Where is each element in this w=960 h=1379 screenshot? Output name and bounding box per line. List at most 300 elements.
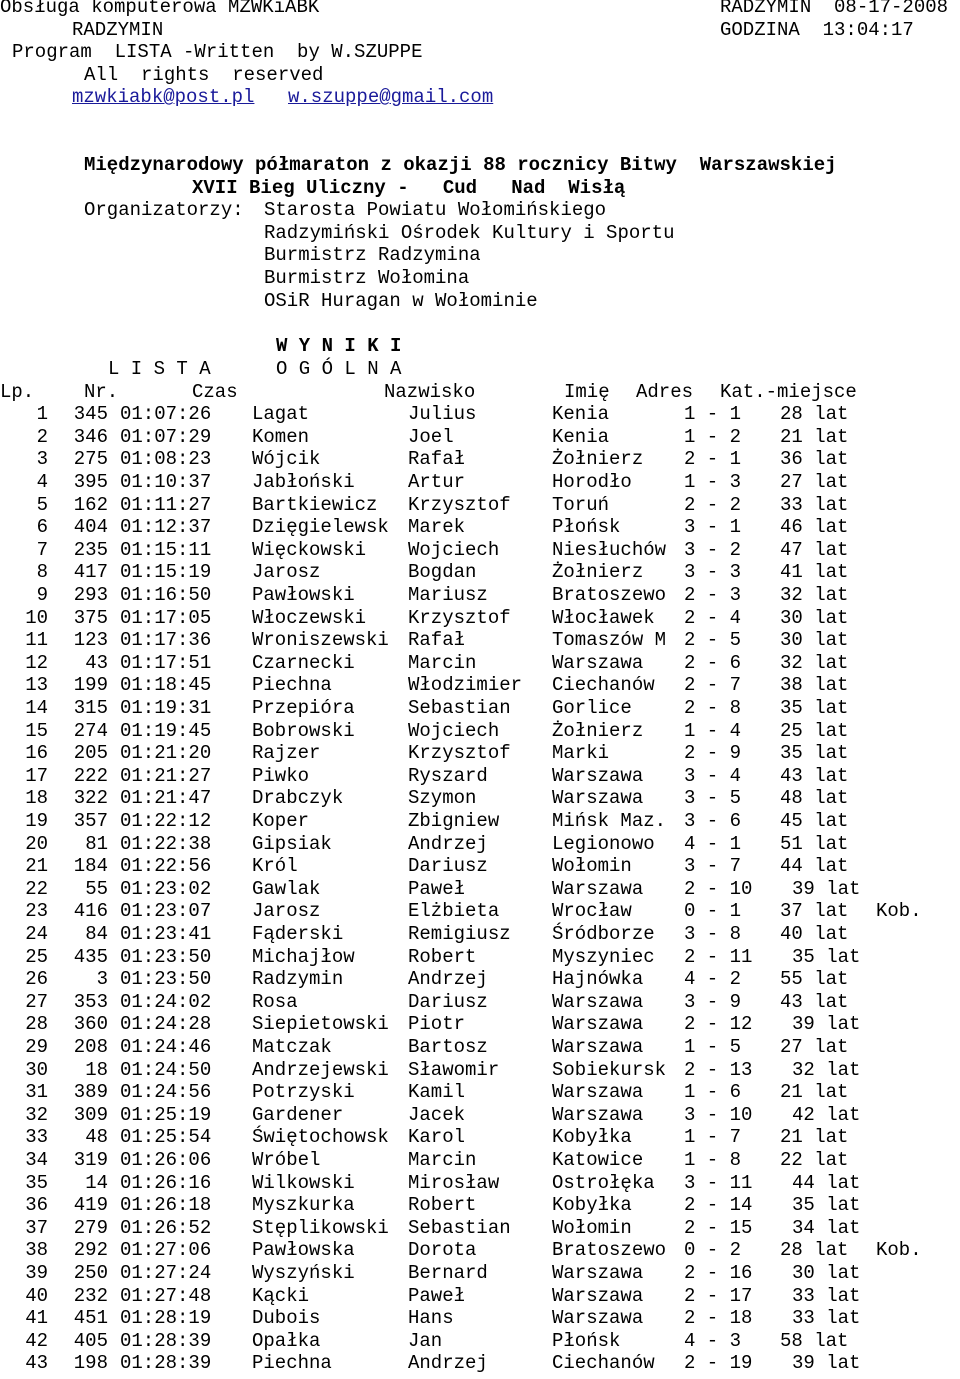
column-header-adres: Adres	[636, 380, 694, 403]
cell-nazwisko: Rajzer	[252, 742, 321, 765]
cell-imie: Robert	[408, 945, 477, 968]
cell-lp: 41	[25, 1307, 48, 1330]
cell-nr: 18	[85, 1058, 108, 1081]
cell-miasto: Włocławek	[552, 606, 655, 629]
cell-czas: 01:24:02	[120, 990, 212, 1013]
cell-imie: Szymon	[408, 787, 477, 810]
cell-kat-miejsce: 1 - 4	[684, 719, 742, 742]
cell-nazwisko: Lagat	[252, 403, 310, 426]
cell-wiek: 35 lat	[792, 945, 861, 968]
cell-kat-miejsce: 2 - 19	[684, 1352, 753, 1375]
table-row	[0, 1217, 960, 1240]
organizer-item: OSiR Huragan w Wołominie	[264, 289, 538, 312]
cell-nazwisko: Koper	[252, 809, 310, 832]
cell-imie: Jacek	[408, 1103, 466, 1126]
cell-kat-miejsce: 2 - 8	[684, 696, 742, 719]
cell-imie: Sebastian	[408, 1216, 511, 1239]
cell-nazwisko: Czarnecki	[252, 651, 355, 674]
cell-nr: 395	[73, 470, 108, 493]
cell-miasto: Legionowo	[552, 832, 655, 855]
cell-imie: Dorota	[408, 1239, 477, 1262]
header-rights: All rights reserved	[84, 63, 324, 86]
cell-lp: 38	[25, 1239, 48, 1262]
cell-lp: 25	[25, 945, 48, 968]
cell-czas: 01:15:11	[120, 538, 212, 561]
table-row	[0, 629, 960, 652]
table-row	[0, 1352, 960, 1375]
email-link-mzwkiabk[interactable]: mzwkiabk@post.pl	[72, 86, 255, 109]
cell-wiek: 38 lat	[780, 674, 849, 697]
cell-imie: Krzysztof	[408, 742, 511, 765]
cell-miasto: Warszawa	[552, 1081, 644, 1104]
cell-miasto: Wołomin	[552, 855, 632, 878]
cell-wiek: 35 lat	[780, 696, 849, 719]
cell-lp: 29	[25, 1035, 48, 1058]
cell-lp: 21	[25, 855, 48, 878]
cell-lp: 30	[25, 1058, 48, 1081]
cell-wiek: 32 lat	[780, 651, 849, 674]
cell-wiek: 28 lat	[780, 1239, 849, 1262]
cell-czas: 01:27:48	[120, 1284, 212, 1307]
cell-wiek: 44 lat	[792, 1171, 861, 1194]
cell-nazwisko: Gipsiak	[252, 832, 332, 855]
cell-czas: 01:28:39	[120, 1352, 212, 1375]
cell-czas: 01:28:19	[120, 1307, 212, 1330]
cell-nazwisko: Wroniszewski	[252, 629, 389, 652]
cell-imie: Joel	[408, 425, 454, 448]
cell-wiek: 35 lat	[780, 742, 849, 765]
cell-kat-miejsce: 1 - 2	[684, 425, 742, 448]
table-row	[0, 471, 960, 494]
cell-imie: Sebastian	[408, 696, 511, 719]
table-row	[0, 1081, 960, 1104]
cell-lp: 35	[25, 1171, 48, 1194]
cell-miasto: Kenia	[552, 425, 610, 448]
header-org: Obsługa komputerowa MZWKiABK	[0, 0, 320, 18]
cell-imie: Dariusz	[408, 855, 488, 878]
cell-czas: 01:23:07	[120, 900, 212, 923]
cell-nazwisko: Potrzyski	[252, 1081, 355, 1104]
cell-kat-miejsce: 2 - 18	[684, 1307, 753, 1330]
cell-nazwisko: Gawlak	[252, 877, 321, 900]
cell-imie: Artur	[408, 470, 466, 493]
cell-lp: 40	[25, 1284, 48, 1307]
cell-miasto: Hajnówka	[552, 968, 644, 991]
header-time: GODZINA 13:04:17	[720, 18, 914, 41]
cell-wiek: 33 lat	[792, 1284, 861, 1307]
table-row	[0, 539, 960, 562]
cell-kat-miejsce: 4 - 3	[684, 1329, 742, 1352]
cell-imie: Sławomir	[408, 1058, 500, 1081]
cell-nr: 404	[73, 516, 108, 539]
cell-wiek: 44 lat	[780, 855, 849, 878]
cell-wiek: 40 lat	[780, 922, 849, 945]
cell-wiek: 28 lat	[780, 403, 849, 426]
cell-miasto: Warszawa	[552, 651, 644, 674]
cell-czas: 01:27:06	[120, 1239, 212, 1262]
results-list-label: L I S T A	[108, 357, 211, 380]
table-row	[0, 1036, 960, 1059]
table-row	[0, 584, 960, 607]
cell-imie: Hans	[408, 1307, 454, 1330]
cell-nr: 3	[96, 968, 108, 991]
cell-kat-miejsce: 2 - 11	[684, 945, 753, 968]
cell-nazwisko: Bobrowski	[252, 719, 355, 742]
cell-nr: 198	[73, 1352, 108, 1375]
table-row	[0, 742, 960, 765]
cell-czas: 01:12:37	[120, 516, 212, 539]
cell-nazwisko: Wróbel	[252, 1148, 321, 1171]
cell-czas: 01:26:16	[120, 1171, 212, 1194]
cell-lp: 5	[36, 493, 48, 516]
cell-czas: 01:10:37	[120, 470, 212, 493]
cell-wiek: 34 lat	[792, 1216, 861, 1239]
cell-kat-miejsce: 2 - 7	[684, 674, 742, 697]
cell-nazwisko: Myszkurka	[252, 1194, 355, 1217]
organizers-label: Organizatorzy:	[84, 199, 244, 222]
cell-nazwisko: Świętochowsk	[252, 1126, 389, 1149]
cell-kat-miejsce: 1 - 1	[684, 403, 742, 426]
cell-lp: 37	[25, 1216, 48, 1239]
cell-imie: Marek	[408, 516, 466, 539]
table-row	[0, 652, 960, 675]
cell-wiek: 30 lat	[792, 1261, 861, 1284]
cell-miasto: Warszawa	[552, 1103, 644, 1126]
cell-lp: 1	[36, 403, 48, 426]
cell-miasto: Marki	[552, 742, 610, 765]
cell-wiek: 33 lat	[792, 1307, 861, 1330]
cell-miasto: Myszyniec	[552, 945, 655, 968]
cell-czas: 01:17:05	[120, 606, 212, 629]
cell-czas: 01:26:18	[120, 1194, 212, 1217]
cell-wiek: 39 lat	[792, 1013, 861, 1036]
cell-nr: 55	[85, 877, 108, 900]
cell-czas: 01:08:23	[120, 448, 212, 471]
cell-kat-miejsce: 2 - 6	[684, 651, 742, 674]
cell-lp: 9	[36, 583, 48, 606]
cell-lp: 42	[25, 1329, 48, 1352]
cell-kat-miejsce: 1 - 5	[684, 1035, 742, 1058]
table-row	[0, 516, 960, 539]
cell-miasto: Warszawa	[552, 1284, 644, 1307]
cell-nr: 232	[73, 1284, 108, 1307]
cell-miasto: Śródborze	[552, 922, 655, 945]
cell-imie: Bernard	[408, 1261, 488, 1284]
cell-nr: 416	[73, 900, 108, 923]
cell-imie: Paweł	[408, 1284, 466, 1307]
cell-kat-miejsce: 0 - 2	[684, 1239, 742, 1262]
cell-czas: 01:23:02	[120, 877, 212, 900]
table-row	[0, 1059, 960, 1082]
table-row	[0, 1239, 960, 1262]
cell-uwagi: Kob.	[876, 900, 922, 923]
table-row	[0, 810, 960, 833]
cell-lp: 3	[36, 448, 48, 471]
cell-czas: 01:23:50	[120, 968, 212, 991]
cell-miasto: Ostrołęka	[552, 1171, 655, 1194]
cell-kat-miejsce: 2 - 17	[684, 1284, 753, 1307]
cell-czas: 01:23:41	[120, 922, 212, 945]
cell-nr: 14	[85, 1171, 108, 1194]
table-row	[0, 855, 960, 878]
cell-czas: 01:22:38	[120, 832, 212, 855]
cell-nazwisko: Więckowski	[252, 538, 367, 561]
results-table-header	[0, 381, 960, 404]
cell-nazwisko: Bartkiewicz	[252, 493, 378, 516]
table-row	[0, 1194, 960, 1217]
cell-wiek: 37 lat	[780, 900, 849, 923]
cell-imie: Piotr	[408, 1013, 466, 1036]
table-row	[0, 991, 960, 1014]
cell-kat-miejsce: 1 - 7	[684, 1126, 742, 1149]
column-header-imie: Imię	[564, 380, 610, 403]
cell-miasto: Katowice	[552, 1148, 644, 1171]
cell-nr: 315	[73, 696, 108, 719]
cell-czas: 01:16:50	[120, 583, 212, 606]
cell-kat-miejsce: 2 - 10	[684, 877, 753, 900]
cell-lp: 43	[25, 1352, 48, 1375]
cell-kat-miejsce: 2 - 15	[684, 1216, 753, 1239]
cell-imie: Julius	[408, 403, 477, 426]
cell-miasto: Kenia	[552, 403, 610, 426]
cell-wiek: 21 lat	[780, 425, 849, 448]
cell-nazwisko: Dubois	[252, 1307, 321, 1330]
table-row	[0, 674, 960, 697]
cell-miasto: Warszawa	[552, 877, 644, 900]
cell-miasto: Horodło	[552, 470, 632, 493]
cell-czas: 01:15:19	[120, 561, 212, 584]
cell-wiek: 55 lat	[780, 968, 849, 991]
cell-nr: 292	[73, 1239, 108, 1262]
cell-miasto: Kobyłka	[552, 1194, 632, 1217]
cell-czas: 01:24:46	[120, 1035, 212, 1058]
cell-nr: 81	[85, 832, 108, 855]
cell-czas: 01:25:54	[120, 1126, 212, 1149]
cell-wiek: 58 lat	[780, 1329, 849, 1352]
cell-nr: 208	[73, 1035, 108, 1058]
cell-nr: 199	[73, 674, 108, 697]
cell-wiek: 25 lat	[780, 719, 849, 742]
cell-imie: Mariusz	[408, 583, 488, 606]
cell-kat-miejsce: 2 - 16	[684, 1261, 753, 1284]
email-link-szuppe[interactable]: w.szuppe@gmail.com	[288, 86, 494, 109]
table-row	[0, 494, 960, 517]
cell-wiek: 41 lat	[780, 561, 849, 584]
cell-nr: 309	[73, 1103, 108, 1126]
cell-imie: Mirosław	[408, 1171, 500, 1194]
event-title: Międzynarodowy półmaraton z okazji 88 rocznicy Bitwy Warszawskiej	[84, 154, 837, 176]
cell-nazwisko: Michajłow	[252, 945, 355, 968]
cell-wiek: 46 lat	[780, 516, 849, 539]
cell-nr: 319	[73, 1148, 108, 1171]
cell-nr: 162	[73, 493, 108, 516]
cell-wiek: 21 lat	[780, 1081, 849, 1104]
cell-nazwisko: Radzymin	[252, 968, 344, 991]
table-row	[0, 765, 960, 788]
cell-imie: Kamil	[408, 1081, 466, 1104]
column-header-czas: Czas	[192, 380, 238, 403]
cell-wiek: 32 lat	[780, 583, 849, 606]
cell-imie: Rafał	[408, 629, 466, 652]
cell-miasto: Płońsk	[552, 1329, 621, 1352]
cell-kat-miejsce: 4 - 1	[684, 832, 742, 855]
cell-czas: 01:26:06	[120, 1148, 212, 1171]
column-header-lp: Lp.	[0, 380, 35, 403]
cell-nazwisko: Drabczyk	[252, 787, 344, 810]
cell-nr: 353	[73, 990, 108, 1013]
cell-czas: 01:24:50	[120, 1058, 212, 1081]
cell-lp: 18	[25, 787, 48, 810]
cell-miasto: Płońsk	[552, 516, 621, 539]
cell-lp: 24	[25, 922, 48, 945]
cell-nr: 345	[73, 403, 108, 426]
cell-lp: 13	[25, 674, 48, 697]
cell-miasto: Żołnierz	[552, 448, 644, 471]
cell-lp: 7	[36, 538, 48, 561]
cell-imie: Bogdan	[408, 561, 477, 584]
cell-nazwisko: Przepióra	[252, 696, 355, 719]
cell-imie: Robert	[408, 1194, 477, 1217]
cell-nazwisko: Matczak	[252, 1035, 332, 1058]
cell-nr: 346	[73, 425, 108, 448]
cell-nazwisko: Piechna	[252, 674, 332, 697]
cell-kat-miejsce: 1 - 3	[684, 470, 742, 493]
cell-lp: 12	[25, 651, 48, 674]
cell-lp: 32	[25, 1103, 48, 1126]
cell-imie: Zbigniew	[408, 809, 500, 832]
column-header-kat-miejsce: Kat.-miejsce	[720, 380, 857, 403]
cell-czas: 01:22:12	[120, 809, 212, 832]
cell-miasto: Toruń	[552, 493, 610, 516]
table-row	[0, 1172, 960, 1195]
cell-lp: 10	[25, 606, 48, 629]
cell-miasto: Tomaszów M	[552, 629, 667, 652]
table-row	[0, 607, 960, 630]
cell-wiek: 47 lat	[780, 538, 849, 561]
table-row	[0, 720, 960, 743]
cell-nazwisko: Wilkowski	[252, 1171, 355, 1194]
cell-czas: 01:07:26	[120, 403, 212, 426]
table-row	[0, 426, 960, 449]
table-row	[0, 900, 960, 923]
cell-czas: 01:23:50	[120, 945, 212, 968]
cell-imie: Krzysztof	[408, 606, 511, 629]
cell-lp: 19	[25, 809, 48, 832]
cell-miasto: Żołnierz	[552, 719, 644, 742]
cell-miasto: Niesłuchów	[552, 538, 667, 561]
cell-wiek: 27 lat	[780, 470, 849, 493]
cell-wiek: 36 lat	[780, 448, 849, 471]
cell-imie: Karol	[408, 1126, 466, 1149]
cell-imie: Rafał	[408, 448, 466, 471]
cell-miasto: Warszawa	[552, 787, 644, 810]
cell-kat-miejsce: 3 - 6	[684, 809, 742, 832]
cell-lp: 8	[36, 561, 48, 584]
cell-czas: 01:19:45	[120, 719, 212, 742]
cell-lp: 31	[25, 1081, 48, 1104]
cell-lp: 15	[25, 719, 48, 742]
cell-lp: 20	[25, 832, 48, 855]
table-row	[0, 787, 960, 810]
cell-nr: 250	[73, 1261, 108, 1284]
table-row	[0, 1013, 960, 1036]
event-subtitle: XVII Bieg Uliczny - Cud Nad Wisłą	[192, 176, 626, 199]
cell-nr: 405	[73, 1329, 108, 1352]
cell-nazwisko: Siepietowski	[252, 1013, 389, 1036]
cell-nazwisko: Pawłowski	[252, 583, 355, 606]
cell-czas: 01:07:29	[120, 425, 212, 448]
cell-lp: 34	[25, 1148, 48, 1171]
cell-imie: Dariusz	[408, 990, 488, 1013]
cell-nazwisko: Rosa	[252, 990, 298, 1013]
cell-nazwisko: Wójcik	[252, 448, 321, 471]
table-row	[0, 923, 960, 946]
cell-czas: 01:19:31	[120, 696, 212, 719]
cell-czas: 01:28:39	[120, 1329, 212, 1352]
cell-lp: 27	[25, 990, 48, 1013]
cell-kat-miejsce: 3 - 3	[684, 561, 742, 584]
cell-lp: 11	[25, 629, 48, 652]
column-header-nr: Nr.	[84, 380, 119, 403]
cell-nazwisko: Jarosz	[252, 900, 321, 923]
cell-uwagi: Kob.	[876, 1239, 922, 1262]
cell-miasto: Żołnierz	[552, 561, 644, 584]
cell-wiek: 32 lat	[792, 1058, 861, 1081]
organizer-item: Starosta Powiatu Wołomińskiego	[264, 199, 607, 222]
cell-nazwisko: Gardener	[252, 1103, 344, 1126]
cell-nr: 451	[73, 1307, 108, 1330]
cell-imie: Andrzej	[408, 968, 488, 991]
cell-miasto: Mińsk Maz.	[552, 809, 667, 832]
table-row	[0, 448, 960, 471]
cell-lp: 26	[25, 968, 48, 991]
cell-nazwisko: Jarosz	[252, 561, 321, 584]
cell-nazwisko: Komen	[252, 425, 310, 448]
cell-czas: 01:17:51	[120, 651, 212, 674]
cell-nazwisko: Andrzejewski	[252, 1058, 389, 1081]
cell-kat-miejsce: 1 - 6	[684, 1081, 742, 1104]
table-row	[0, 561, 960, 584]
cell-kat-miejsce: 3 - 8	[684, 922, 742, 945]
cell-lp: 28	[25, 1013, 48, 1036]
cell-czas: 01:24:56	[120, 1081, 212, 1104]
cell-wiek: 21 lat	[780, 1126, 849, 1149]
table-row	[0, 1262, 960, 1285]
header-town: RADZYMIN	[72, 18, 164, 41]
header-program: Program LISTA -Written by W.SZUPPE	[12, 41, 423, 64]
cell-kat-miejsce: 3 - 10	[684, 1103, 753, 1126]
cell-miasto: Warszawa	[552, 1261, 644, 1284]
cell-kat-miejsce: 3 - 1	[684, 516, 742, 539]
cell-nazwisko: Piechna	[252, 1352, 332, 1375]
cell-imie: Wojciech	[408, 719, 500, 742]
cell-nazwisko: Włoczewski	[252, 606, 367, 629]
table-row	[0, 403, 960, 426]
cell-imie: Jan	[408, 1329, 443, 1352]
organizer-item: Burmistrz Wołomina	[264, 267, 470, 289]
table-row	[0, 1126, 960, 1149]
table-row	[0, 1149, 960, 1172]
cell-kat-miejsce: 2 - 4	[684, 606, 742, 629]
cell-imie: Paweł	[408, 877, 466, 900]
cell-miasto: Warszawa	[552, 1013, 644, 1036]
cell-czas: 01:21:47	[120, 787, 212, 810]
cell-nr: 417	[73, 561, 108, 584]
results-overall-label: O G Ó L N A	[276, 357, 402, 380]
table-row	[0, 946, 960, 969]
cell-lp: 39	[25, 1261, 48, 1284]
cell-nazwisko: Piwko	[252, 764, 310, 787]
